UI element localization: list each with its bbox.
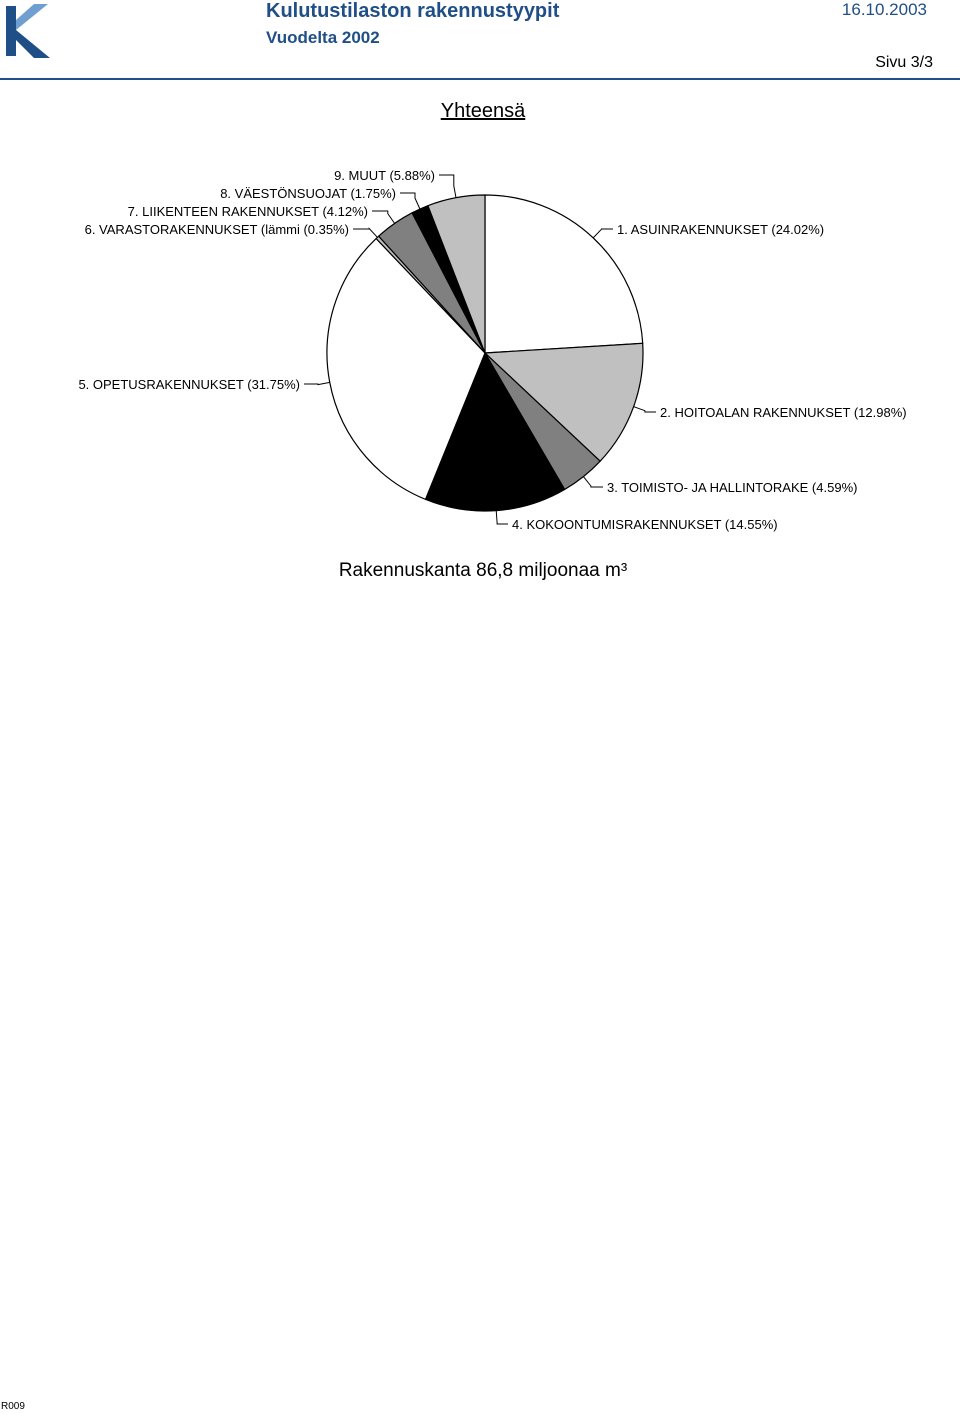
report-code: R009 — [1, 1401, 25, 1412]
pie-slice-1 — [485, 195, 643, 353]
page-number: Sivu 3/3 — [875, 54, 933, 71]
leader-line-6 — [353, 229, 377, 238]
leader-line-4 — [496, 511, 508, 524]
report-date: 16.10.2003 — [841, 0, 927, 19]
header-divider — [0, 78, 960, 80]
leader-line-3 — [583, 477, 603, 487]
leader-line-7 — [372, 211, 395, 223]
logo-icon — [4, 2, 52, 58]
slice-label-2: 2. HOITOALAN RAKENNUKSET (12.98%) — [660, 405, 907, 420]
section-title: Yhteensä — [440, 100, 526, 122]
slice-label-5: 5. OPETUSRAKENNUKSET (31.75%) — [78, 377, 300, 392]
slice-label-9: 9. MUUT (5.88%) — [334, 168, 435, 183]
slice-label-7: 7. LIIKENTEEN RAKENNUKSET (4.12%) — [127, 204, 368, 219]
report-title: Kulutustilaston rakennustyypit — [266, 0, 560, 22]
slice-label-4: 4. KOKOONTUMISRAKENNUKSET (14.55%) — [512, 517, 778, 532]
leader-line-1 — [593, 229, 613, 238]
leader-line-2 — [634, 407, 656, 412]
chart-caption: Rakennuskanta 86,8 miljoonaa m³ — [338, 560, 628, 581]
slice-label-8: 8. VÄESTÖNSUOJAT (1.75%) — [220, 186, 396, 201]
report-subtitle: Vuodelta 2002 — [266, 28, 380, 47]
leader-line-8 — [400, 193, 420, 209]
leader-line-5 — [304, 382, 330, 384]
slice-label-1: 1. ASUINRAKENNUKSET (24.02%) — [617, 222, 825, 237]
slice-label-6: 6. VARASTORAKENNUKSET (lämmi (0.35%) — [84, 222, 349, 237]
leader-line-9 — [439, 175, 456, 198]
pie-chart — [0, 150, 960, 570]
slice-label-3: 3. TOIMISTO- JA HALLINTORAKE (4.59%) — [607, 480, 858, 495]
